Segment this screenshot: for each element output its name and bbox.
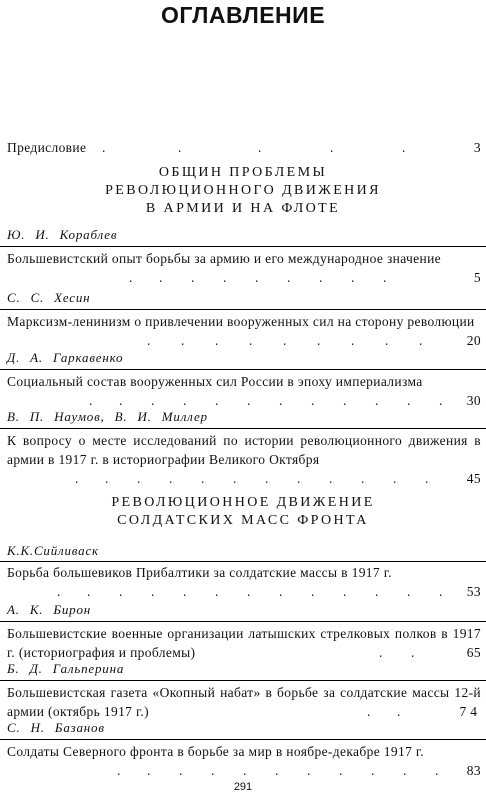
section-heading-line: ОБЩИН ПРОБЛЕМЫ	[158, 165, 328, 180]
page-number: 74	[459, 704, 481, 719]
entry-title: К вопросу о месте исследований по истории революционного движения в армии в 1917 г. в историографии Великого Октября	[7, 433, 481, 467]
toc-entry[interactable]	[7, 683, 481, 721]
page-number: 65	[466, 645, 481, 660]
entry-title: Большевистские военные организации латышских стрелковых полков в 1917 г. (историография и проблемы)	[7, 626, 481, 660]
divider	[0, 561, 486, 562]
entry-title: Социальный состав вооруженных сил России в эпоху империализма	[7, 374, 423, 389]
dot-leader: . . . . . . . . .	[147, 333, 423, 348]
divider	[0, 621, 486, 622]
entry-author: Ю. И. Кораблев	[7, 227, 118, 242]
page-number: 45	[466, 471, 481, 486]
divider	[0, 739, 486, 740]
section-heading	[0, 164, 486, 218]
dot-leader: . .	[367, 704, 401, 719]
toc-entry[interactable]	[7, 372, 481, 408]
dot-leader: . . . . . . . . . . . .	[89, 393, 443, 408]
toc-entry[interactable]	[7, 563, 481, 599]
dot-leader: . . . . .	[102, 140, 406, 155]
divider	[0, 428, 486, 429]
entry-title: Солдаты Северного фронта в борьбе за мир в ноябре-декабре 1917 г.	[7, 744, 424, 759]
entry-title: Предисловие	[7, 140, 87, 155]
page-number: 20	[466, 333, 481, 348]
toc-entry-preface[interactable]	[7, 138, 481, 157]
page-number: 83	[466, 763, 481, 778]
section-heading-line: В АРМИИ И НА ФЛОТЕ	[145, 201, 341, 216]
divider	[0, 369, 486, 370]
page-title: ОГЛАВЛЕНИЕ	[160, 2, 326, 28]
entry-title: Марксизм-ленинизм о привлечении вооруженных сил на сторону революции	[7, 314, 475, 329]
dot-leader: . . . . . . . . . . . . .	[57, 584, 443, 599]
footer-page-number: 291	[233, 781, 253, 793]
entry-author: С. Н. Базанов	[7, 720, 105, 735]
toc-entry[interactable]	[7, 624, 481, 662]
entry-title: Большевистский опыт борьбы за армию и его международное значение	[7, 251, 441, 266]
entry-title: Большевистская газета «Окопный набат» в борьбе за солдатские массы 12-й армии (октябрь 1917 г.)	[7, 685, 481, 719]
section-heading-line: СОЛДАТСКИХ МАСС ФРОНТА	[117, 513, 369, 528]
toc-entry[interactable]	[7, 312, 481, 348]
page-number: 3	[473, 140, 481, 155]
entry-author: Д. А. Гаркавенко	[7, 350, 124, 365]
divider	[0, 246, 486, 247]
dot-leader: . .	[379, 645, 415, 660]
section-heading-line: РЕВОЛЮЦИОННОЕ ДВИЖЕНИЕ	[111, 495, 375, 510]
page-number: 30	[466, 393, 481, 408]
entry-author: С. С. Хесин	[7, 290, 91, 305]
divider	[0, 680, 486, 681]
dot-leader: . . . . . . . . . . .	[117, 763, 439, 778]
toc-entry[interactable]	[7, 431, 481, 486]
dot-leader: . . . . . . . . .	[129, 270, 387, 285]
entry-title: Борьба большевиков Прибалтики за солдатские массы в 1917 г.	[7, 565, 392, 580]
toc-entry[interactable]	[7, 249, 481, 285]
dot-leader: . . . . . . . . . . . .	[75, 471, 429, 486]
section-heading	[0, 494, 486, 530]
divider	[0, 309, 486, 310]
page-number: 5	[473, 270, 481, 285]
entry-author: К.К.Сийливаск	[7, 543, 99, 558]
section-heading-line: РЕВОЛЮЦИОННОГО ДВИЖЕНИЯ	[105, 183, 381, 198]
toc-entry[interactable]	[7, 742, 481, 778]
entry-author: Б. Д. Гальперина	[7, 661, 125, 676]
entry-author: В. П. Наумов, В. И. Миллер	[7, 409, 208, 424]
entry-author: А. К. Бирон	[7, 602, 91, 617]
page-number: 53	[466, 584, 481, 599]
